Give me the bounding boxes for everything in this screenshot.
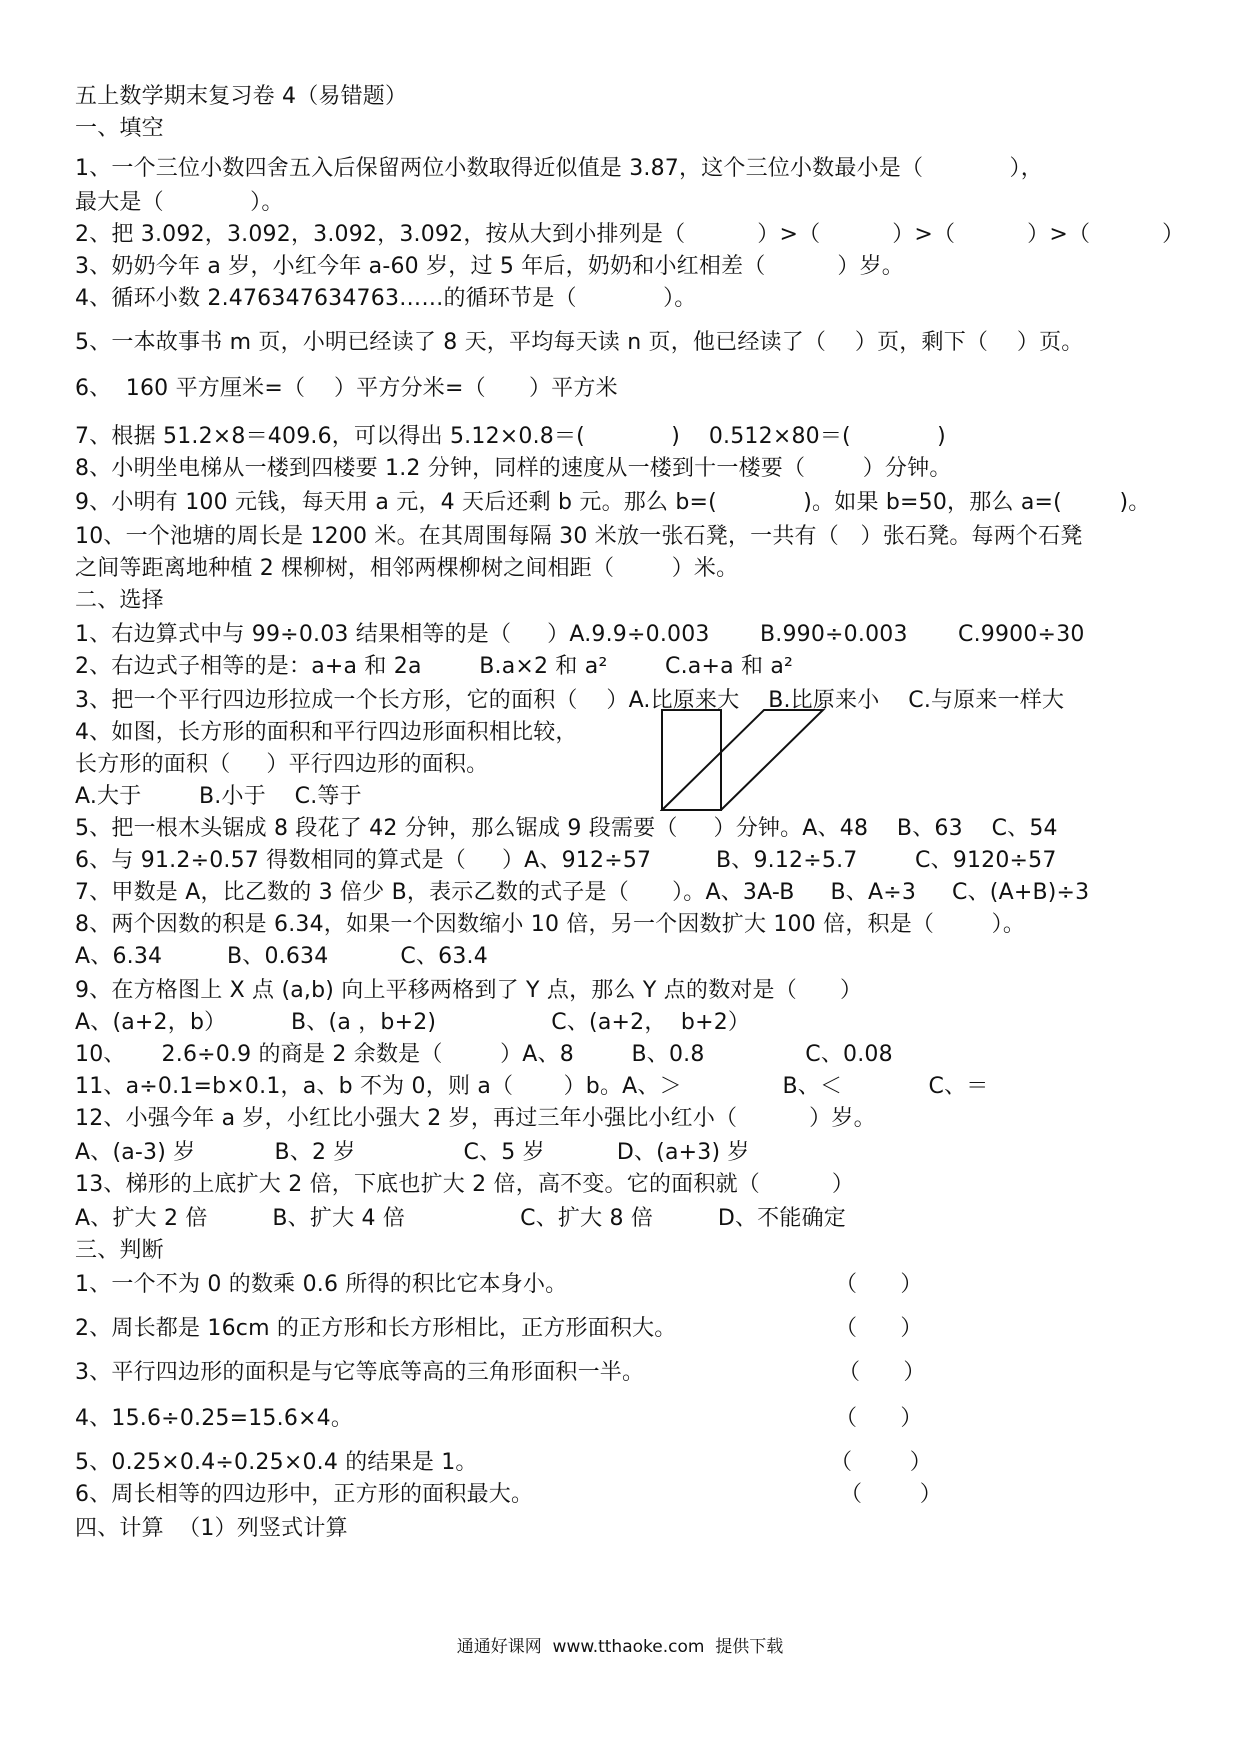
choice-line: 4、如图，长方形的面积和平行四边形面积相比较， xyxy=(75,720,578,745)
judge-item: 4、15.6÷0.25=15.6×4。 xyxy=(75,1406,354,1431)
judge-bracket: （ ） xyxy=(835,1316,923,1341)
choice-line: A.大于 B.小于 C.等于 xyxy=(75,784,362,809)
choice-line: 5、把一根木头锯成 8 段花了 42 分钟，那么锯成 9 段需要（ ）分钟。A、48 B、63 C、54 xyxy=(75,816,1058,841)
judge-item: 2、周长都是 16cm 的正方形和长方形相比，正方形面积大。 xyxy=(75,1316,677,1341)
judge-bracket: （ ） xyxy=(838,1360,926,1385)
fill-line: 4、循环小数 2.476347634763……的循环节是（ ）。 xyxy=(75,286,697,311)
choice-line: 12、小强今年 a 岁，小红比小强大 2 岁，再过三年小强比小红小（ ）岁。 xyxy=(75,1106,876,1131)
fill-line: 最大是（ ）。 xyxy=(75,190,284,215)
choice-line: 13、梯形的上底扩大 2 倍，下底也扩大 2 倍，高不变。它的面积就（ ） xyxy=(75,1172,855,1197)
choice-line: 8、两个因数的积是 6.34，如果一个因数缩小 10 倍，另一个因数扩大 100 倍，积是（ ）。 xyxy=(75,912,1026,937)
choice-line: 6、与 91.2÷0.57 得数相同的算式是（ ）A、912÷57 B、9.12÷5.7 C、9120÷57 xyxy=(75,848,1057,873)
choice-line: A、6.34 B、0.634 C、63.4 xyxy=(75,944,488,969)
judge-bracket: （ ） xyxy=(835,1272,923,1297)
fill-line: 1、一个三位小数四舍五入后保留两位小数取得近似值是 3.87，这个三位小数最小是（ ）， xyxy=(75,156,1043,181)
page-title: 五上数学期末复习卷 4（易错题） xyxy=(75,84,408,109)
footer-credit: 通通好课网 www.tthaoke.com 提供下载 xyxy=(456,1637,784,1657)
choice-line: 3、把一个平行四边形拉成一个长方形，它的面积（ ）A.比原来大 B.比原来小 C.与原来一样大 xyxy=(75,688,1065,713)
fill-line: 10、一个池塘的周长是 1200 米。在其周围每隔 30 米放一张石凳，一共有（ ）张石凳。每两个石凳 xyxy=(75,524,1083,549)
choice-line: 1、右边算式中与 99÷0.03 结果相等的是（ ）A.9.9÷0.003 B.990÷0.003 C.9900÷30 xyxy=(75,622,1085,647)
judge-bracket: （ ） xyxy=(830,1450,932,1475)
fill-line: 之间等距离地种植 2 棵柳树，相邻两棵柳树之间相距（ ）米。 xyxy=(75,556,739,581)
fill-line: 9、小明有 100 元钱，每天用 a 元，4 天后还剩 b 元。那么 b=( )。如果 b=50，那么 a=( )。 xyxy=(75,490,1151,515)
judge-item: 5、0.25×0.4÷0.25×0.4 的结果是 1。 xyxy=(75,1450,478,1475)
rectangle-parallelogram-figure xyxy=(660,708,830,812)
choice-line: 9、在方格图上 X 点 (a,b) 向上平移两格到了 Y 点，那么 Y 点的数对是（ ） xyxy=(75,978,863,1003)
section-1-heading: 一、填空 xyxy=(75,116,164,141)
choice-line: 11、a÷0.1=b×0.1，a、b 不为 0，则 a（ ）b。A、＞ B、＜ C、＝ xyxy=(75,1074,989,1099)
choice-line: A、扩大 2 倍 B、扩大 4 倍 C、扩大 8 倍 D、不能确定 xyxy=(75,1206,846,1231)
section-4-heading: 四、计算 （1）列竖式计算 xyxy=(75,1516,348,1541)
judge-bracket: （ ） xyxy=(840,1482,942,1507)
parallelogram-shape xyxy=(662,710,823,810)
judge-item: 1、一个不为 0 的数乘 0.6 所得的积比它本身小。 xyxy=(75,1272,568,1297)
choice-line: 长方形的面积（ ）平行四边形的面积。 xyxy=(75,752,489,777)
choice-line: 7、甲数是 A，比乙数的 3 倍少 B，表示乙数的式子是（ ）。A、3A-B B、A÷3 C、(A+B)÷3 xyxy=(75,880,1090,905)
choice-line: 10、 2.6÷0.9 的商是 2 余数是（ ）A、8 B、0.8 C、0.08 xyxy=(75,1042,893,1067)
choice-line: A、(a-3) 岁 B、2 岁 C、5 岁 D、(a+3) 岁 xyxy=(75,1140,750,1165)
choice-line: 2、右边式子相等的是：a+a 和 2a B.a×2 和 a² C.a+a 和 a² xyxy=(75,654,794,679)
fill-line: 7、根据 51.2×8＝409.6，可以得出 5.12×0.8＝( ) 0.512×80＝( ) xyxy=(75,424,946,449)
fill-line: 2、把 3.092，3.092，3.092，3.092，按从大到小排列是（ ）>（ ）>（ ）>（ ） xyxy=(75,222,1185,247)
section-3-heading: 三、判断 xyxy=(75,1238,164,1263)
fill-line: 8、小明坐电梯从一楼到四楼要 1.2 分钟，同样的速度从一楼到十一楼要（ ）分钟。 xyxy=(75,456,952,481)
fill-line: 6、 160 平方厘米=（ ）平方分米=（ ）平方米 xyxy=(75,376,618,401)
fill-line: 5、一本故事书 m 页，小明已经读了 8 天，平均每天读 n 页，他已经读了（ ）页，剩下（ ）页。 xyxy=(75,330,1084,355)
judge-item: 6、周长相等的四边形中，正方形的面积最大。 xyxy=(75,1482,534,1507)
fill-line: 3、奶奶今年 a 岁，小红今年 a-60 岁，过 5 年后，奶奶和小红相差（ ）岁。 xyxy=(75,254,904,279)
judge-item: 3、平行四边形的面积是与它等底等高的三角形面积一半。 xyxy=(75,1360,645,1385)
choice-line: A、(a+2，b） B、(a ，b+2) C、(a+2， b+2） xyxy=(75,1010,751,1035)
section-2-heading: 二、选择 xyxy=(75,588,164,613)
judge-bracket: （ ） xyxy=(835,1406,923,1431)
